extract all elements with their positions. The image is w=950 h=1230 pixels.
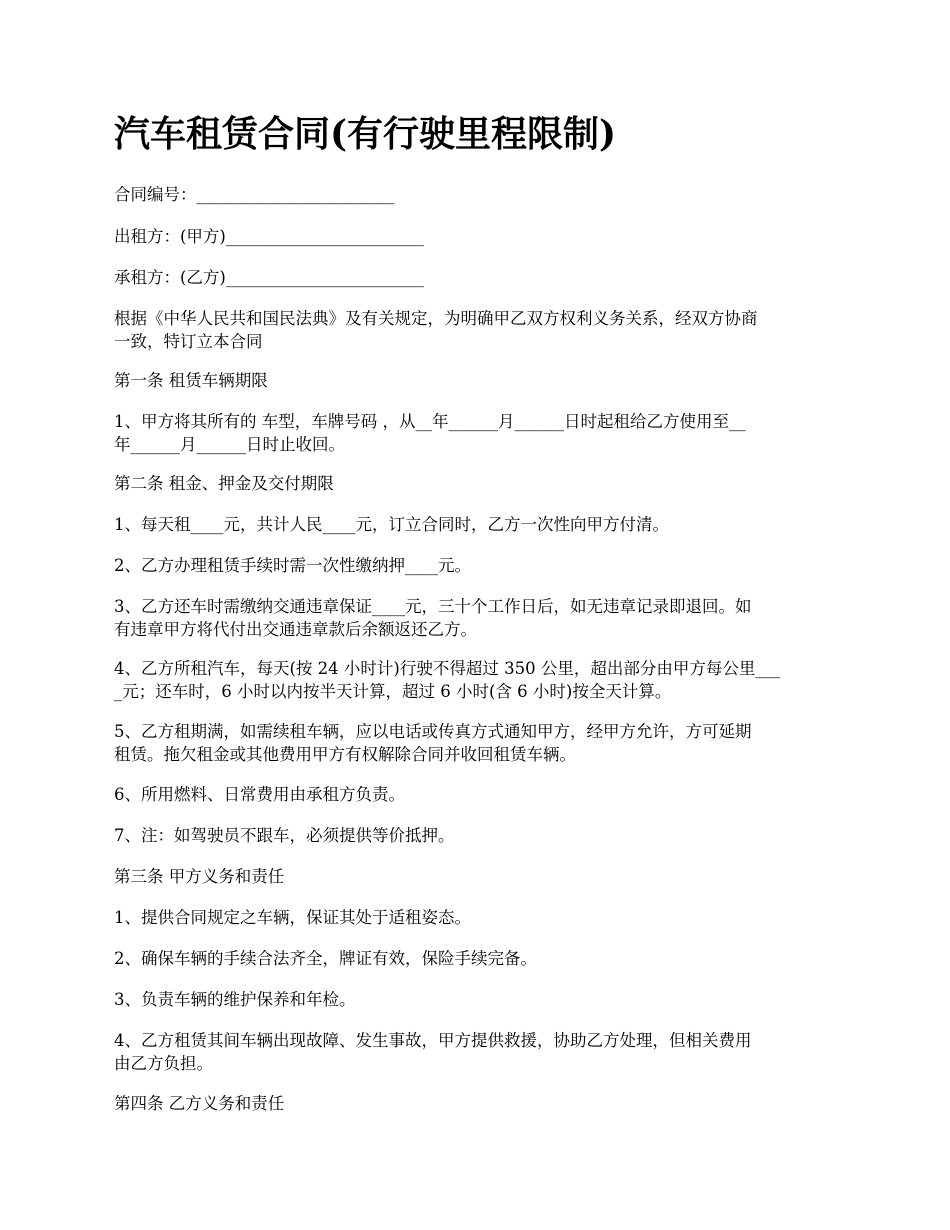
article-2-item-5 <box>114 720 844 766</box>
article-3-item-4-line-2: 由乙方负担。 <box>114 1054 213 1073</box>
article-4-heading: 第四条 乙方义务和责任 <box>114 1094 285 1113</box>
article-3-heading: 第三条 甲方义务和责任 <box>114 867 285 886</box>
article-3-item-4 <box>114 1029 844 1075</box>
document-title: 汽车租赁合同(有行驶里程限制) <box>114 113 617 155</box>
article-2-item-6: 6、所用燃料、日常费用由承租方负责。 <box>114 785 405 804</box>
article-2-item-5-line-2: 租赁。拖欠租金或其他费用甲方有权解除合同并收回租赁车辆。 <box>114 745 576 764</box>
article-1-item-1 <box>114 410 844 456</box>
article-3-item-4-line-1: 4、乙方租赁其间车辆出现故障、发生事故，甲方提供救援，协助乙方处理，但相关费用 <box>114 1031 752 1050</box>
article-1-item-1-line-2: 年______月______日时止收回。 <box>114 435 345 454</box>
article-2-item-5-line-1: 5、乙方租期满，如需续租车辆，应以电话或传真方式通知甲方，经甲方允许，方可延期 <box>114 722 752 741</box>
article-1-heading: 第一条 租赁车辆期限 <box>114 371 268 390</box>
article-2-item-3-line-2: 有违章甲方将代付出交通违章款后余额返还乙方。 <box>114 620 477 639</box>
article-3-item-2: 2、确保车辆的手续合法齐全，牌证有效，保险手续完备。 <box>114 949 537 968</box>
article-2-item-1: 1、每天租____元，共计人民____元，订立合同时，乙方一次性向甲方付清。 <box>114 515 669 534</box>
preamble-line-2: 一致，特订立本合同 <box>114 332 263 351</box>
lessor-field: 出租方：(甲方)________________________ <box>114 227 424 246</box>
article-2-item-4-line-2: _元；还车时，6 小时以内按半天计算，超过 6 小时(含 6 小时)按全天计算。 <box>114 682 672 701</box>
article-2-heading: 第二条 租金、押金及交付期限 <box>114 474 334 493</box>
article-1-item-1-line-1: 1、甲方将其所有的 车型，车牌号码 ，从__年______月______日时起租给乙方使用至__ <box>114 412 746 431</box>
article-2-item-3 <box>114 595 844 641</box>
article-2-item-4 <box>114 657 844 703</box>
article-2-item-7: 7、注：如驾驶员不跟车，必须提供等价抵押。 <box>114 826 455 845</box>
article-2-item-3-line-1: 3、乙方还车时需缴纳交通违章保证____元，三十个工作日后，如无违章记录即退回。如 <box>114 597 752 616</box>
article-3-item-3: 3、负责车辆的维护保养和年检。 <box>114 990 356 1009</box>
article-2-item-2: 2、乙方办理租赁手续时需一次性缴纳押____元。 <box>114 556 471 575</box>
lessee-field: 承租方：(乙方)________________________ <box>114 268 424 287</box>
article-3-item-1: 1、提供合同规定之车辆，保证其处于适租姿态。 <box>114 908 471 927</box>
preamble-paragraph <box>114 307 844 353</box>
article-2-item-4-line-1: 4、乙方所租汽车，每天(按 24 小时计)行驶不得超过 350 公里，超出部分由甲方每公里___ <box>114 659 781 678</box>
preamble-line-1: 根据《中华人民共和国民法典》及有关规定，为明确甲乙双方权利义务关系，经双方协商 <box>114 309 758 328</box>
contract-number-field: 合同编号：________________________ <box>114 185 395 204</box>
